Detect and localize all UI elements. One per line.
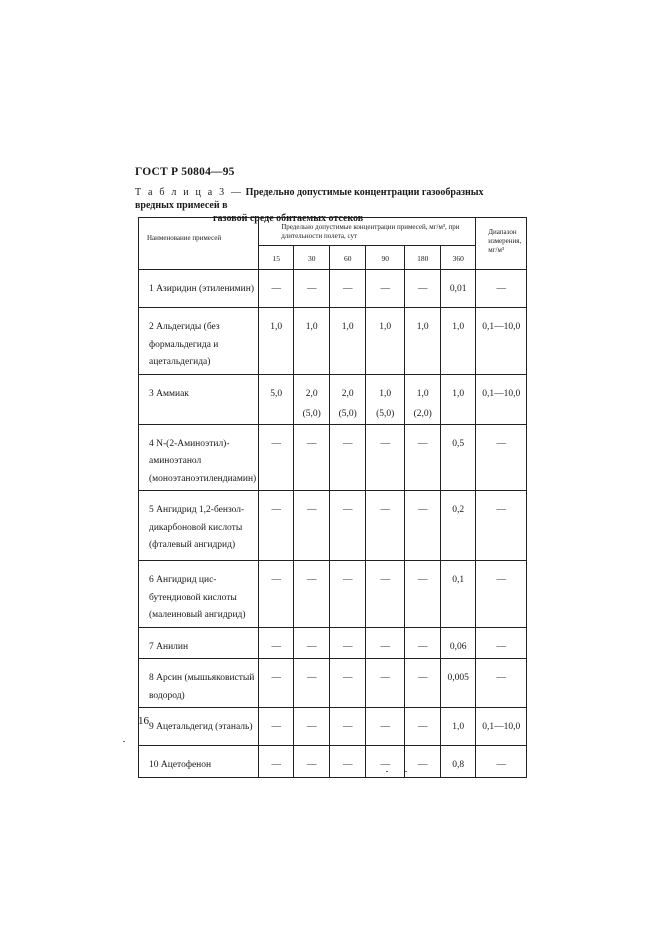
concentration-cell	[405, 374, 441, 424]
header-duration: 30	[294, 246, 330, 270]
concentration-value: —	[380, 575, 390, 585]
concentration-cell	[405, 708, 441, 746]
concentration-value: —	[342, 722, 353, 732]
concentration-alt-value: (5,0)	[338, 409, 357, 419]
measurement-range: 0,1—10,0	[476, 374, 527, 424]
concentration-value: 0,5	[452, 438, 465, 449]
concentration-cell	[294, 627, 330, 659]
substance-name: 3 Аммиак	[139, 374, 259, 424]
measurement-range: —	[476, 424, 527, 491]
concentration-cell	[294, 746, 330, 778]
concentration-cell	[441, 746, 476, 778]
substance-name: 6 Ангидрид цис-бутендиовой кислоты (малеиновый ангидрид)	[139, 561, 259, 628]
concentration-value: 0,005	[447, 673, 469, 683]
concentration-value: 1,0	[452, 388, 465, 399]
concentration-cell	[259, 746, 294, 778]
concentration-cell	[259, 659, 294, 708]
concentration-cell	[294, 561, 330, 628]
concentration-cell	[294, 659, 330, 708]
concentration-cell	[441, 424, 476, 491]
concentration-cell	[259, 308, 294, 375]
substance-name: 2 Альдегиды (без формальдегида и ацетальдегида)	[139, 308, 259, 375]
concentration-cell	[259, 561, 294, 628]
concentration-cell	[330, 746, 366, 778]
concentration-value: 0,01	[449, 284, 467, 294]
concentration-value: —	[306, 284, 317, 294]
document-code: ГОСТ Р 50804—95	[135, 166, 235, 178]
concentration-cell	[330, 308, 366, 375]
table-row	[139, 746, 527, 778]
concentration-cell	[366, 659, 405, 708]
concentration-alt-value: (5,0)	[302, 409, 321, 419]
concentration-value: —	[271, 673, 281, 683]
concentration-cell	[294, 308, 330, 375]
concentration-cell	[405, 270, 441, 308]
concentration-cell	[366, 746, 405, 778]
concentration-value: —	[342, 760, 353, 770]
concentration-cell	[441, 308, 476, 375]
concentration-cell	[330, 708, 366, 746]
concentration-value: —	[380, 438, 390, 449]
concentration-value: —	[380, 284, 390, 294]
concentration-cell	[441, 627, 476, 659]
scan-speck	[386, 771, 388, 772]
concentration-cell	[259, 424, 294, 491]
concentration-value: 1,0	[270, 322, 283, 332]
concentration-cell	[405, 308, 441, 375]
concentration-value: 0,06	[449, 641, 467, 652]
measurement-range: 0,1—10,0	[476, 308, 527, 375]
substance-name: 1 Азиридин (этиленимин)	[139, 270, 259, 308]
concentration-cell	[330, 659, 366, 708]
concentration-value: —	[271, 760, 281, 770]
concentration-cell	[259, 627, 294, 659]
measurement-range: —	[476, 270, 527, 308]
concentration-cell	[441, 659, 476, 708]
concentration-value: —	[417, 575, 428, 585]
table-row	[139, 627, 527, 659]
substance-name: 9 Ацетальдегид (этаналь)	[139, 708, 259, 746]
table-row	[139, 659, 527, 708]
concentration-value: —	[342, 575, 353, 585]
concentration-cell	[259, 708, 294, 746]
page-number: 16	[138, 715, 149, 727]
concentration-value: —	[417, 284, 428, 294]
concentration-value: —	[271, 438, 281, 449]
concentration-value: —	[342, 505, 353, 515]
measurement-range: —	[476, 561, 527, 628]
concentration-value: —	[271, 575, 281, 585]
header-concentration-group: Предельно допустимые концентрации примесей, мг/м³, при длительности полета, сут	[259, 218, 476, 246]
concentration-value: —	[380, 673, 390, 683]
table-row	[139, 270, 527, 308]
concentration-cell	[366, 627, 405, 659]
concentration-cell	[366, 374, 405, 424]
header-duration: 60	[330, 246, 366, 270]
concentration-value: —	[271, 505, 281, 515]
concentration-cell	[330, 270, 366, 308]
table-row	[139, 561, 527, 628]
concentration-value: 1,0	[379, 322, 392, 332]
concentration-cell	[330, 561, 366, 628]
concentration-cell	[366, 424, 405, 491]
concentration-cell	[366, 561, 405, 628]
concentration-value: 1,0	[416, 322, 429, 332]
concentration-value: 2,0	[341, 388, 354, 399]
concentration-value: —	[306, 438, 317, 449]
concentration-cell	[405, 491, 441, 561]
concentration-cell	[330, 491, 366, 561]
concentration-value: —	[306, 760, 317, 770]
concentration-value: 1,0	[305, 322, 318, 332]
concentration-value: —	[380, 505, 390, 515]
substance-name: 8 Арсин (мышьяковистый водород)	[139, 659, 259, 708]
substance-name: 7 Анилин	[139, 627, 259, 659]
concentration-value: —	[417, 760, 428, 770]
scan-speck	[405, 771, 407, 772]
concentration-value: —	[417, 722, 428, 732]
measurement-range: —	[476, 491, 527, 561]
concentration-value: —	[417, 505, 428, 515]
concentration-value: —	[417, 641, 428, 652]
header-duration: 180	[405, 246, 441, 270]
concentration-value: —	[306, 641, 317, 652]
substance-name: 4 N-(2-Аминоэтил)-аминоэтанол (моноэтаноэтилендиамин)	[139, 424, 259, 491]
concentration-cell	[366, 308, 405, 375]
header-duration: 360	[441, 246, 476, 270]
concentration-value: —	[342, 673, 353, 683]
concentration-cell	[294, 270, 330, 308]
concentration-cell	[441, 491, 476, 561]
concentration-value: —	[306, 722, 317, 732]
concentration-value: —	[342, 438, 353, 449]
substance-name: 10 Ацетофенон	[139, 746, 259, 778]
table-row	[139, 708, 527, 746]
concentration-table	[138, 217, 527, 778]
concentration-cell	[405, 424, 441, 491]
table-row	[139, 424, 527, 491]
header-measurement-range: Диапазон измерения, мг/м³	[476, 218, 527, 270]
concentration-value: 1,0	[416, 388, 429, 399]
concentration-cell	[441, 270, 476, 308]
concentration-alt-value: (5,0)	[376, 409, 395, 419]
concentration-cell	[294, 374, 330, 424]
concentration-alt-value: (2,0)	[413, 409, 432, 419]
concentration-cell	[405, 627, 441, 659]
concentration-cell	[259, 270, 294, 308]
measurement-range: 0,1—10,0	[476, 708, 527, 746]
concentration-cell	[330, 424, 366, 491]
concentration-value: —	[271, 641, 281, 652]
table-row	[139, 308, 527, 375]
header-substance-name: Наименование примесей	[139, 218, 259, 270]
concentration-value: —	[417, 438, 428, 449]
concentration-value: 1,0	[452, 322, 465, 332]
concentration-cell	[405, 561, 441, 628]
measurement-range: —	[476, 627, 527, 659]
measurement-range: —	[476, 659, 527, 708]
header-duration: 90	[366, 246, 405, 270]
concentration-cell	[294, 424, 330, 491]
measurement-range: —	[476, 746, 527, 778]
concentration-cell	[405, 746, 441, 778]
concentration-value: —	[380, 641, 390, 652]
concentration-value: 1,0	[452, 722, 465, 732]
concentration-cell	[330, 627, 366, 659]
concentration-cell	[294, 708, 330, 746]
concentration-cell	[366, 708, 405, 746]
concentration-cell	[441, 708, 476, 746]
concentration-cell	[366, 270, 405, 308]
concentration-cell	[441, 561, 476, 628]
concentration-value: —	[380, 722, 390, 732]
concentration-value: 2,0	[305, 388, 318, 399]
table-row	[139, 374, 527, 424]
concentration-cell	[259, 374, 294, 424]
table-row	[139, 491, 527, 561]
table-title-line1: Предельно допустимые концентрации газообразных вредных примесей в	[135, 187, 484, 211]
concentration-value: 0,1	[452, 575, 465, 585]
concentration-cell	[366, 491, 405, 561]
table-title-line2: газовой среде обитаемых отсеков	[213, 213, 364, 224]
concentration-cell	[330, 374, 366, 424]
concentration-value: —	[380, 760, 390, 770]
concentration-value: —	[306, 575, 317, 585]
concentration-value: —	[342, 284, 353, 294]
concentration-value: —	[271, 722, 281, 732]
concentration-value: 1,0	[341, 322, 354, 332]
concentration-value: 5,0	[270, 388, 283, 399]
concentration-value: —	[417, 673, 428, 683]
concentration-value: —	[306, 673, 317, 683]
concentration-value: 0,8	[452, 760, 465, 770]
substance-name: 5 Ангидрид 1,2-бензол-дикарбоновой кислоты (фталевый ангидрид)	[139, 491, 259, 561]
concentration-cell	[441, 374, 476, 424]
concentration-value: —	[306, 505, 317, 515]
concentration-cell	[405, 659, 441, 708]
concentration-value: —	[271, 284, 281, 294]
concentration-value: —	[342, 641, 353, 652]
scan-speck	[123, 741, 125, 742]
header-duration: 15	[259, 246, 294, 270]
concentration-cell	[294, 491, 330, 561]
concentration-value: 1,0	[379, 388, 392, 399]
concentration-value: 0,2	[452, 505, 465, 515]
table-label: Т а б л и ц а 3 —	[135, 187, 244, 198]
concentration-cell	[259, 491, 294, 561]
